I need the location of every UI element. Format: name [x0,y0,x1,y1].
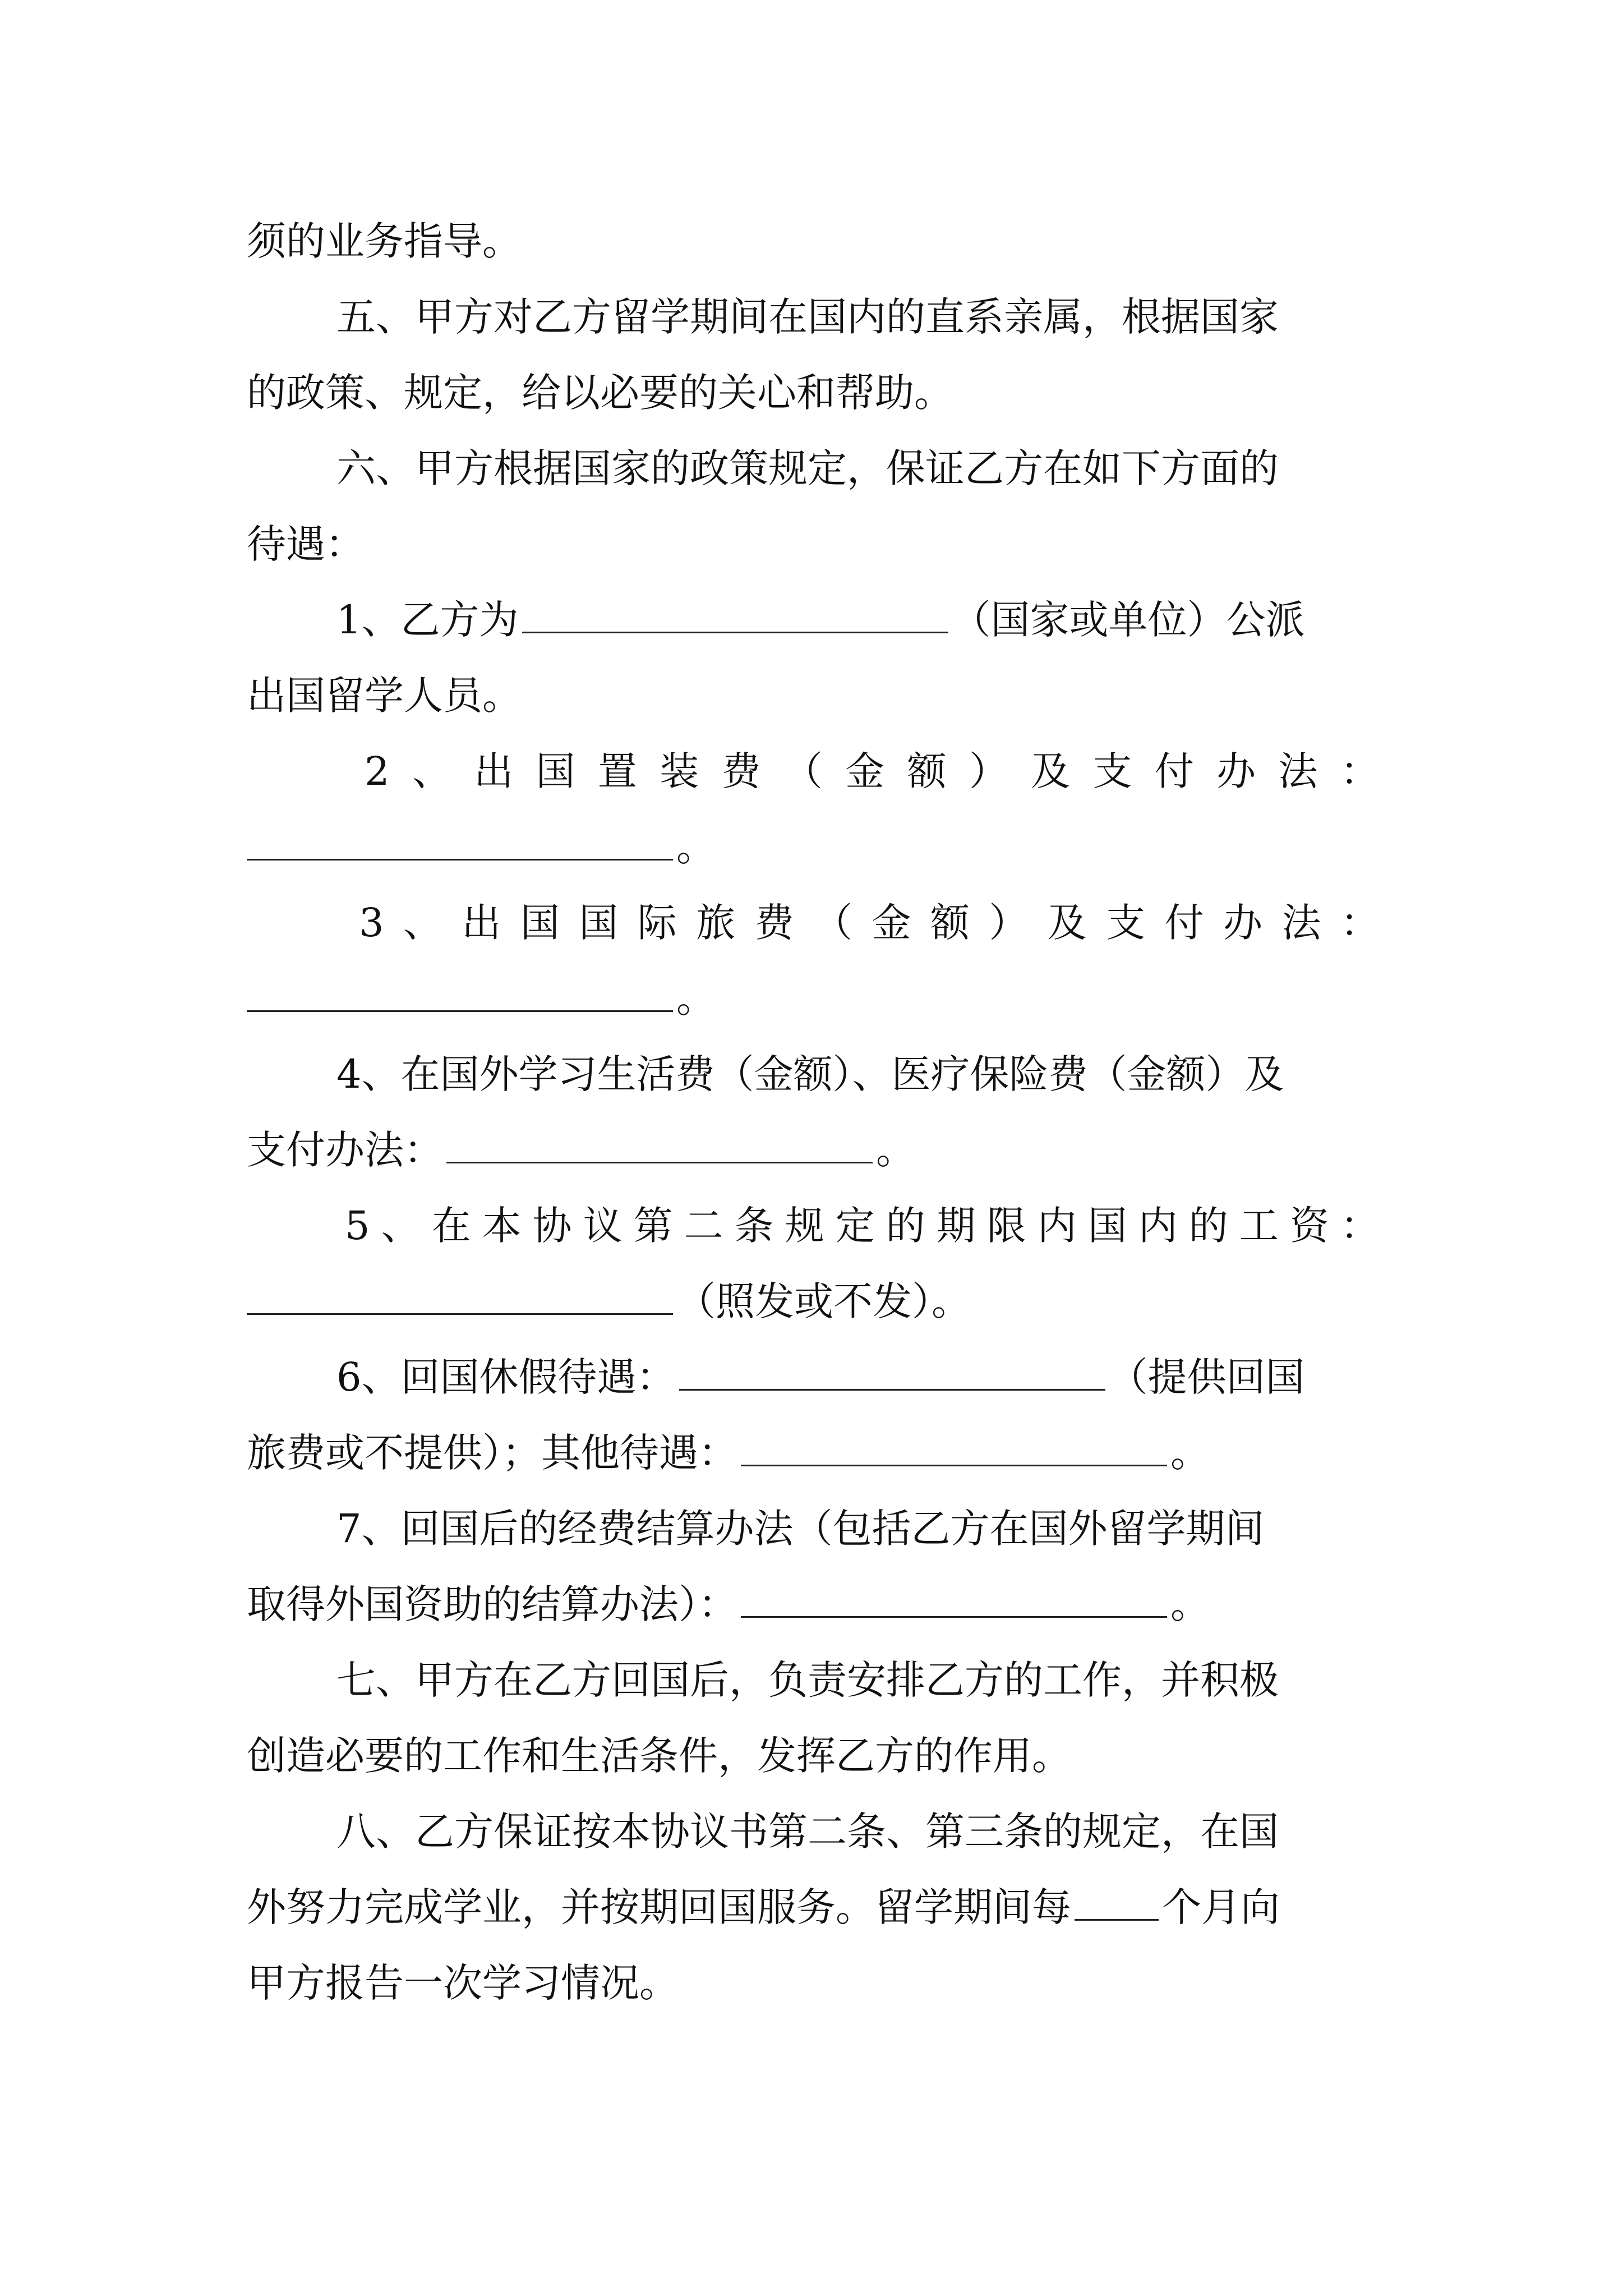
line-text: 。 [1170,1430,1210,1476]
paragraph-line [247,1122,1380,1178]
paragraph-line [247,819,1380,875]
line-char: 2 [365,748,390,794]
line-char: 规 [785,1203,824,1249]
line-char: 法 [1278,748,1318,794]
fill-blank [522,597,948,633]
line-text: 创造必要的工作和生活条件，发挥乙方的作用。 [247,1733,1071,1779]
line-char: 金 [845,748,885,794]
line-char: 付 [1154,748,1194,794]
line-char: 及 [1047,900,1087,946]
line-char: 本 [482,1203,522,1249]
line-text: 旅费或不提供）；其他待遇： [247,1430,737,1476]
line-char: ） [969,748,1008,794]
line-text: 七、甲方在乙方回国后，负责安排乙方的工作，并积极 [336,1657,1279,1703]
line-char: 国 [579,900,619,946]
line-text: 八、乙方保证按本协议书第二条、第三条的规定，在国 [336,1809,1279,1855]
line-text: 外努力完成学业，并按期回国服务。留学期间每 [247,1884,1071,1930]
line-char: 、 [381,1203,421,1249]
line-char: 办 [1223,900,1263,946]
line-text: 4、在国外学习生活费（金额）、医疗保险费（金额）及 [336,1051,1284,1097]
paragraph-line [336,440,1380,496]
paragraph-line [247,1273,1380,1329]
line-char: 费 [754,900,794,946]
line-char: 内 [1037,1203,1077,1249]
paragraph-line [336,1501,1380,1557]
line-text: 须的业务指导。 [247,218,522,264]
line-char: 的 [886,1203,925,1249]
line-char: 、 [412,748,451,794]
paragraph-line [247,1728,1380,1784]
line-char: ： [1340,1203,1380,1249]
line-char: 的 [1188,1203,1228,1249]
line-text: 个月向 [1162,1884,1280,1930]
line-char: ： [1340,748,1380,794]
line-text: 。 [676,976,716,1022]
paragraph-line [336,289,1380,345]
line-char: 条 [734,1203,774,1249]
paragraph-line [336,592,1380,648]
fill-blank [247,976,673,1012]
fill-blank [741,1581,1167,1618]
line-char: 期 [936,1203,976,1249]
line-text: 出国留学人员。 [247,673,522,719]
justified-line [345,1198,1380,1254]
line-char: 置 [597,748,637,794]
line-char: （ [813,900,853,946]
line-char: 法 [1281,900,1321,946]
fill-blank [679,1354,1105,1391]
line-char: 国 [1087,1203,1127,1249]
line-text: 待遇： [247,521,365,567]
line-text: （提供回国 [1108,1354,1305,1400]
line-char: ） [989,900,1029,946]
paragraph-line [336,1803,1380,1860]
line-char: 3 [359,900,384,946]
line-char: 定 [835,1203,875,1249]
line-char: 内 [1138,1203,1178,1249]
line-char: 、 [403,900,442,946]
paragraph-line [247,516,1380,572]
justified-line [359,895,1380,951]
line-char: 议 [583,1203,623,1249]
paragraph-line [247,1955,1380,2011]
line-text: （照发或不发）。 [676,1278,971,1324]
line-text: 。 [876,1127,915,1173]
line-char: （ [783,748,823,794]
line-char: 际 [637,900,677,946]
paragraph-line [336,1652,1380,1708]
line-char: 旅 [696,900,736,946]
line-text: 1、乙方为 [336,597,519,643]
line-text: 6、回国休假待遇： [336,1354,676,1400]
line-char: 额 [907,748,947,794]
line-char: 额 [930,900,970,946]
paragraph-line [247,213,1380,269]
line-char: 国 [520,900,560,946]
line-char: 装 [660,748,699,794]
line-char: 支 [1106,900,1146,946]
line-char: 办 [1216,748,1256,794]
line-char: ： [1340,900,1380,946]
line-char: 限 [986,1203,1026,1249]
line-text: 六、甲方根据国家的政策规定，保证乙方在如下方面的 [336,445,1279,491]
paragraph-line [247,1425,1380,1481]
fill-blank [741,1430,1167,1466]
line-char: 协 [532,1203,572,1249]
line-text: 甲方报告一次学习情况。 [247,1960,679,2006]
line-text: 取得外国资助的结算办法）： [247,1581,737,1627]
line-char: 国 [536,748,575,794]
line-char: 出 [474,748,514,794]
paragraph-line [247,668,1380,724]
line-char: 第 [633,1203,673,1249]
paragraph-line [247,1879,1380,1935]
line-char: 出 [462,900,501,946]
line-text: 的政策、规定，给以必要的关心和帮助。 [247,370,953,416]
line-char: 在 [431,1203,471,1249]
fill-blank [1075,1884,1159,1921]
fill-blank [446,1127,873,1163]
line-char: 工 [1239,1203,1279,1249]
justified-line [365,743,1380,799]
line-text: 。 [676,824,716,870]
line-char: 及 [1031,748,1071,794]
paragraph-line [247,1576,1380,1632]
line-char: 二 [684,1203,723,1249]
line-text: 7、回国后的经费结算办法（包括乙方在国外留学期间 [336,1506,1265,1552]
line-text: （国家或单位）公派 [951,597,1305,643]
fill-blank [247,1278,673,1315]
line-text: 支付办法： [247,1127,443,1173]
line-text: 五、甲方对乙方留学期间在国内的直系亲属，根据国家 [336,294,1279,340]
line-char: 资 [1289,1203,1329,1249]
line-text: 。 [1170,1581,1210,1627]
line-char: 金 [872,900,911,946]
line-char: 支 [1092,748,1132,794]
paragraph-line [247,365,1380,421]
fill-blank [247,824,673,861]
paragraph-line [247,970,1380,1027]
line-char: 5 [345,1203,370,1249]
paragraph-line [336,1349,1380,1405]
paragraph-line [336,1046,1380,1102]
line-char: 付 [1164,900,1204,946]
line-char: 费 [721,748,761,794]
